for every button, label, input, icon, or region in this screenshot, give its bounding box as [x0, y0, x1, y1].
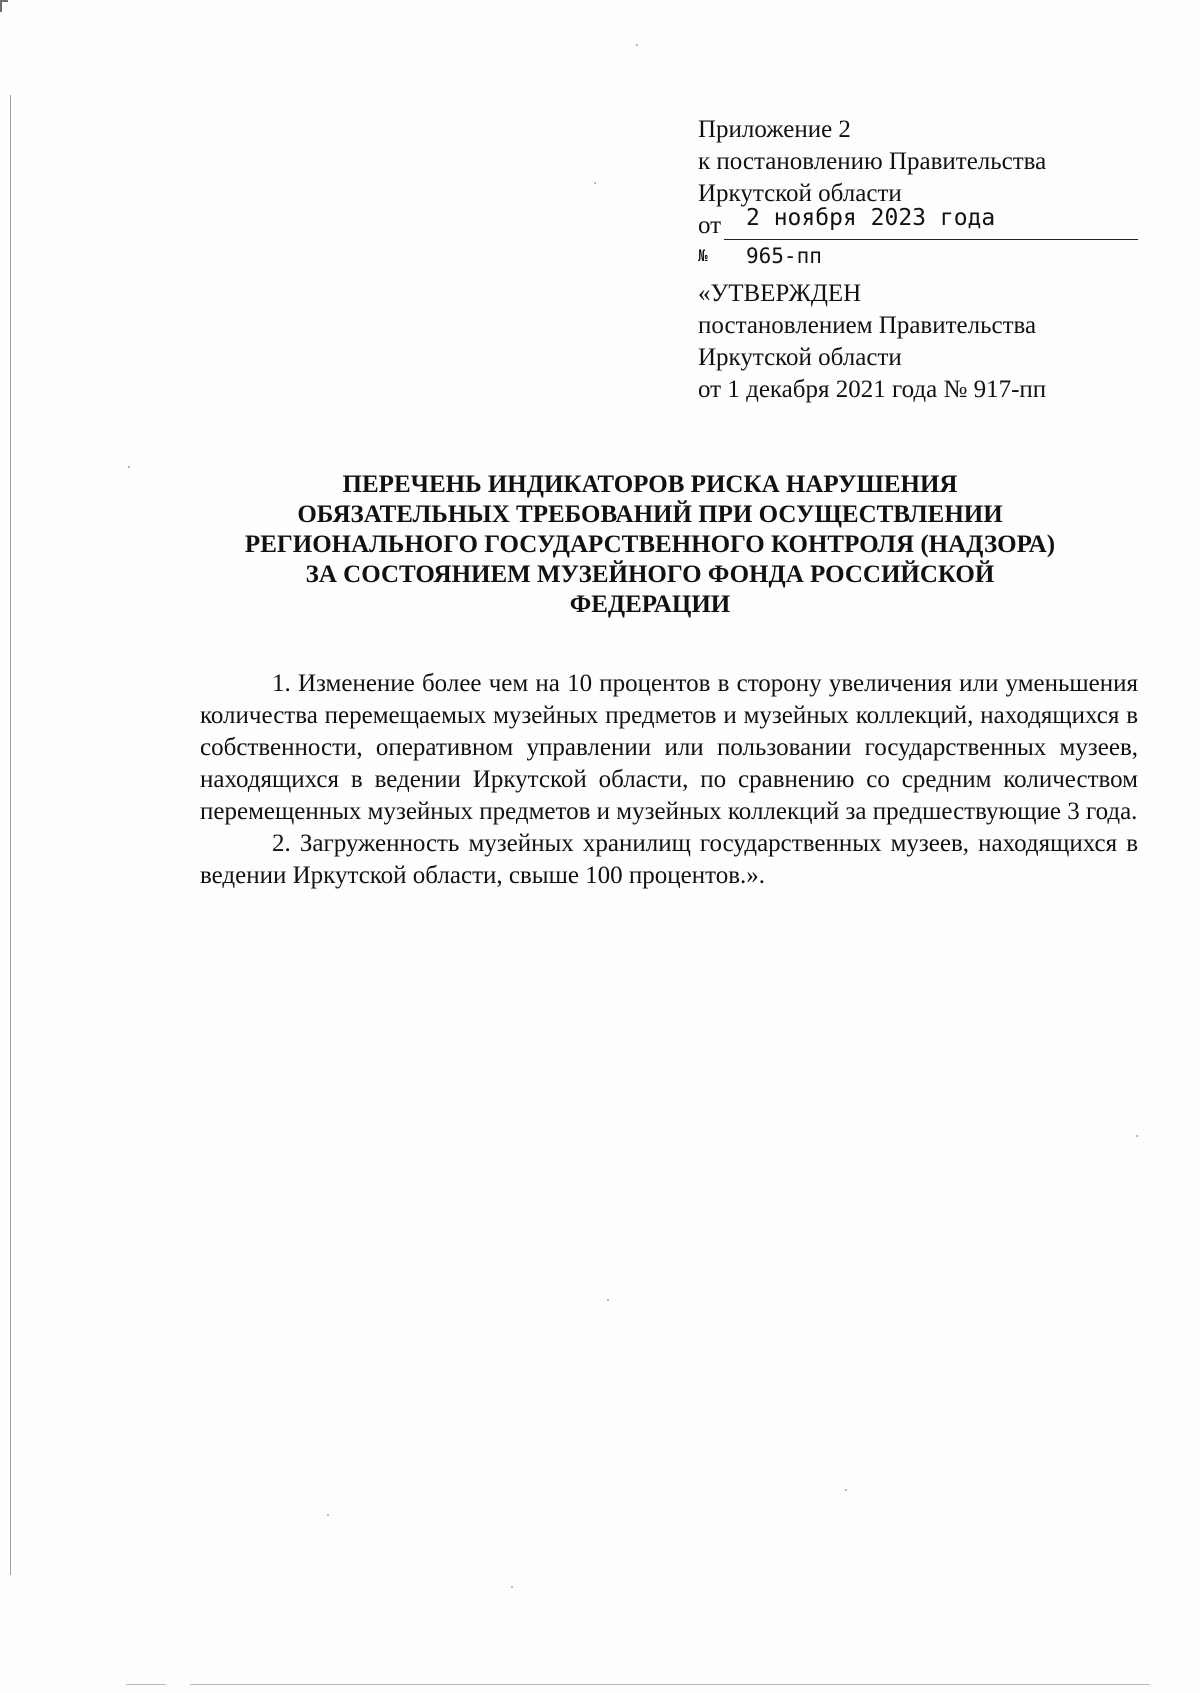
approved-stamp-block — [698, 278, 1138, 406]
title-line: ПЕРЕЧЕНЬ ИНДИКАТОРОВ РИСКА НАРУШЕНИЯ — [342, 471, 958, 498]
scan-bottom-dash — [126, 1684, 166, 1685]
approval-block — [698, 114, 1138, 406]
resolution-number-line — [698, 244, 1138, 268]
scan-bottom-dash — [190, 1684, 1150, 1685]
region-name: Иркутской области — [698, 180, 902, 207]
scan-edge-line — [10, 95, 11, 1575]
title-line: РЕГИОНАЛЬНОГО ГОСУДАРСТВЕННОГО КОНТРОЛЯ (НАДЗОРА) — [244, 531, 1056, 558]
title-line: ОБЯЗАТЕЛЬНЫХ ТРЕБОВАНИЙ ПРИ ОСУЩЕСТВЛЕНИИ — [297, 501, 1003, 528]
document-body — [200, 668, 1138, 892]
number-prefix: № — [698, 246, 708, 265]
approved-date: от 1 декабря 2021 года № 917-пп — [698, 376, 1047, 403]
approved-heading: «УТВЕРЖДЕН — [698, 280, 862, 307]
scan-speck — [128, 466, 130, 468]
list-item: 2. Загруженность музейных хранилищ государственных музеев, находящихся в ведении Иркутской области, свыше 100 процентов.». — [200, 830, 1138, 889]
scan-speck — [636, 44, 638, 46]
title-line: ЗА СОСТОЯНИЕМ МУЗЕЙНОГО ФОНДА РОССИЙСКОЙ — [305, 561, 995, 588]
scan-speck — [327, 1514, 329, 1516]
resolution-date-line — [698, 205, 1138, 242]
resolution-number: 965-пп — [746, 244, 822, 268]
scan-speck — [845, 1489, 847, 1491]
list-item: 1. Изменение более чем на 10 процентов в сторону увеличения или уменьшения количества перемещаемых музейных предметов и музейных коллекций, находящихся в собственности, оперативном управлении или пользовании государственных музеев, находящихся в ведении Иркутской области, по сравнению со средним количеством перемещенных музейных предметов и музейных коллекций за предшествующие 3 года. — [200, 670, 1138, 825]
date-prefix: от — [698, 212, 722, 239]
scan-speck — [511, 1586, 513, 1588]
appendix-label: Приложение 2 — [698, 116, 851, 143]
scan-speck — [1136, 1135, 1138, 1137]
scan-speck — [594, 182, 596, 184]
scan-speck — [607, 1299, 609, 1301]
scan-corner-mark — [0, 0, 8, 12]
resolution-date: 2 ноября 2023 года — [746, 205, 996, 231]
title-line: ФЕДЕРАЦИИ — [569, 591, 731, 618]
approved-by: постановлением Правительства — [698, 312, 1037, 339]
approved-region: Иркутской области — [698, 344, 902, 371]
document-title — [200, 470, 1100, 620]
resolution-reference: к постановлению Правительства — [698, 148, 1047, 175]
date-underline — [724, 239, 1138, 240]
